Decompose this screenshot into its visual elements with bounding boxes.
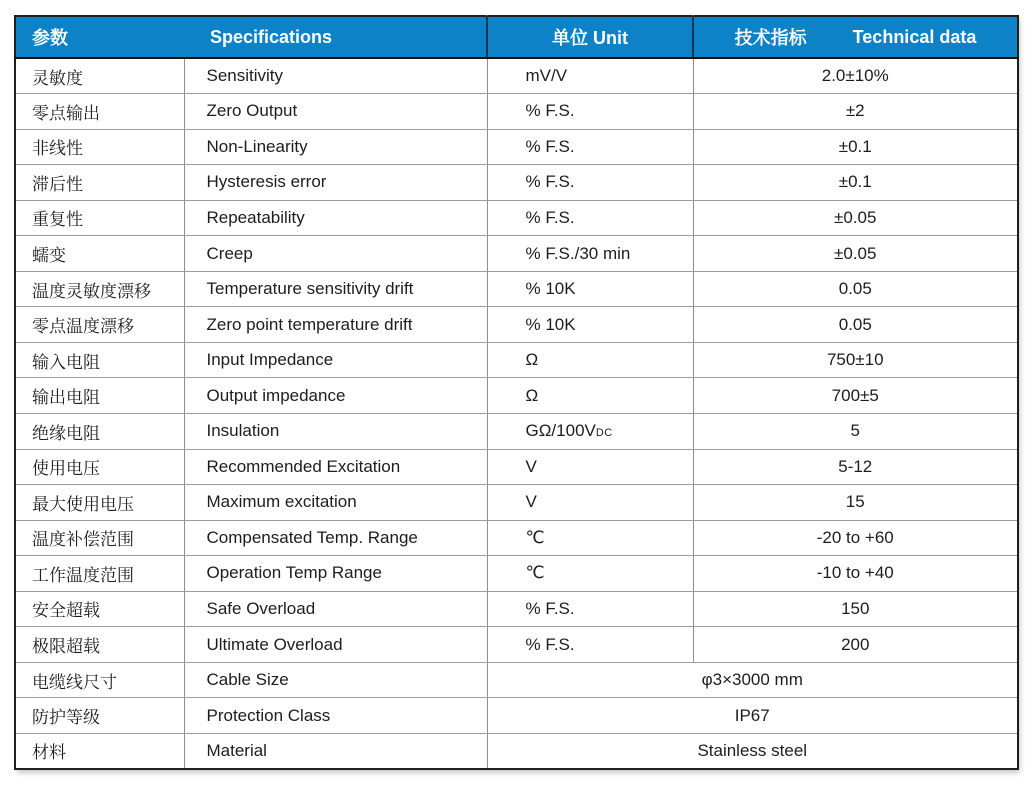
table-row: [15, 378, 1018, 414]
param-zh: 最大使用电压: [15, 485, 184, 521]
unit-cell: mV/V: [487, 58, 693, 94]
merged-value-cell: Stainless steel: [487, 733, 1018, 769]
unit-cell: ℃: [487, 556, 693, 592]
param-en: Safe Overload: [184, 591, 487, 627]
table-row: [15, 449, 1018, 485]
param-zh: 非线性: [15, 129, 184, 165]
value-cell: 15: [693, 485, 1018, 521]
param-en: Compensated Temp. Range: [184, 520, 487, 556]
param-en: Sensitivity: [184, 58, 487, 94]
unit-cell: % F.S.: [487, 200, 693, 236]
table-row: [15, 413, 1018, 449]
param-zh: 滞后性: [15, 165, 184, 201]
header-param: 参数: [15, 16, 184, 58]
value-cell: -20 to +60: [693, 520, 1018, 556]
table-row: [15, 485, 1018, 521]
value-cell: 200: [693, 627, 1018, 663]
param-en: Material: [184, 733, 487, 769]
table-row: [15, 94, 1018, 130]
unit-cell: V: [487, 485, 693, 521]
param-zh: 温度灵敏度漂移: [15, 271, 184, 307]
table-row: [15, 662, 1018, 698]
param-zh: 温度补偿范围: [15, 520, 184, 556]
unit-subscript: DC: [595, 427, 613, 440]
value-cell: 0.05: [693, 307, 1018, 343]
header-technical-zh: 技术指标: [734, 28, 807, 48]
param-en: Input Impedance: [184, 342, 487, 378]
specification-table: [14, 15, 1019, 770]
param-zh: 材料: [15, 733, 184, 769]
table-row: [15, 271, 1018, 307]
value-cell: ±2: [693, 94, 1018, 130]
unit-cell: ℃: [487, 520, 693, 556]
param-zh: 蠕变: [15, 236, 184, 272]
param-en: Temperature sensitivity drift: [184, 271, 487, 307]
param-zh: 重复性: [15, 200, 184, 236]
param-zh: 工作温度范围: [15, 556, 184, 592]
table-row: [15, 58, 1018, 94]
param-zh: 极限超载: [15, 627, 184, 663]
table-row: [15, 342, 1018, 378]
value-cell: ±0.1: [693, 129, 1018, 165]
value-cell: 700±5: [693, 378, 1018, 414]
table-header: [15, 16, 1018, 58]
param-zh: 零点温度漂移: [15, 307, 184, 343]
param-zh: 防护等级: [15, 698, 184, 734]
param-en: Creep: [184, 236, 487, 272]
unit-cell: % 10K: [487, 271, 693, 307]
param-en: Output impedance: [184, 378, 487, 414]
param-zh: 使用电压: [15, 449, 184, 485]
param-zh: 输入电阻: [15, 342, 184, 378]
param-zh: 灵敏度: [15, 58, 184, 94]
table-row: [15, 627, 1018, 663]
param-zh: 绝缘电阻: [15, 413, 184, 449]
unit-cell: Ω: [487, 342, 693, 378]
unit-cell: [487, 413, 693, 449]
table-row: [15, 698, 1018, 734]
header-row: [15, 16, 1018, 58]
table-row: [15, 165, 1018, 201]
param-zh: 安全超载: [15, 591, 184, 627]
unit-cell: % 10K: [487, 307, 693, 343]
param-en: Insulation: [184, 413, 487, 449]
value-cell: 2.0±10%: [693, 58, 1018, 94]
header-specifications: Specifications: [184, 16, 487, 58]
value-cell: 0.05: [693, 271, 1018, 307]
unit-cell: % F.S.: [487, 591, 693, 627]
table-row: [15, 733, 1018, 769]
param-en: Cable Size: [184, 662, 487, 698]
unit-cell: Ω: [487, 378, 693, 414]
param-en: Zero Output: [184, 94, 487, 130]
unit-cell: % F.S.: [487, 129, 693, 165]
param-en: Protection Class: [184, 698, 487, 734]
value-cell: ±0.05: [693, 236, 1018, 272]
header-technical-data: [693, 16, 1018, 58]
table-row: [15, 520, 1018, 556]
param-en: Maximum excitation: [184, 485, 487, 521]
unit-cell: V: [487, 449, 693, 485]
value-cell: 150: [693, 591, 1018, 627]
value-cell: -10 to +40: [693, 556, 1018, 592]
param-zh: 零点输出: [15, 94, 184, 130]
table-row: [15, 556, 1018, 592]
param-zh: 电缆线尺寸: [15, 662, 184, 698]
unit-cell: % F.S.: [487, 627, 693, 663]
param-en: Zero point temperature drift: [184, 307, 487, 343]
param-en: Recommended Excitation: [184, 449, 487, 485]
table-row: [15, 307, 1018, 343]
value-cell: 5: [693, 413, 1018, 449]
unit-main: GΩ/100V: [525, 421, 596, 441]
table-row: [15, 591, 1018, 627]
table-row: [15, 236, 1018, 272]
header-technical-pair: [694, 24, 1017, 50]
unit-cell: % F.S.: [487, 165, 693, 201]
table-body: [15, 58, 1018, 769]
merged-value-cell: IP67: [487, 698, 1018, 734]
value-cell: ±0.1: [693, 165, 1018, 201]
param-en: Repeatability: [184, 200, 487, 236]
value-cell: ±0.05: [693, 200, 1018, 236]
param-en: Hysteresis error: [184, 165, 487, 201]
param-en: Ultimate Overload: [184, 627, 487, 663]
param-en: Non-Linearity: [184, 129, 487, 165]
value-cell: 750±10: [693, 342, 1018, 378]
header-unit: 单位 Unit: [487, 16, 693, 58]
value-cell: 5-12: [693, 449, 1018, 485]
table-row: [15, 200, 1018, 236]
specification-table-container: [14, 15, 1017, 770]
param-zh: 输出电阻: [15, 378, 184, 414]
merged-value-cell: φ3×3000 mm: [487, 662, 1018, 698]
header-technical-en: Technical data: [852, 26, 977, 47]
param-en: Operation Temp Range: [184, 556, 487, 592]
table-row: [15, 129, 1018, 165]
unit-cell: % F.S.: [487, 94, 693, 130]
unit-cell: % F.S./30 min: [487, 236, 693, 272]
